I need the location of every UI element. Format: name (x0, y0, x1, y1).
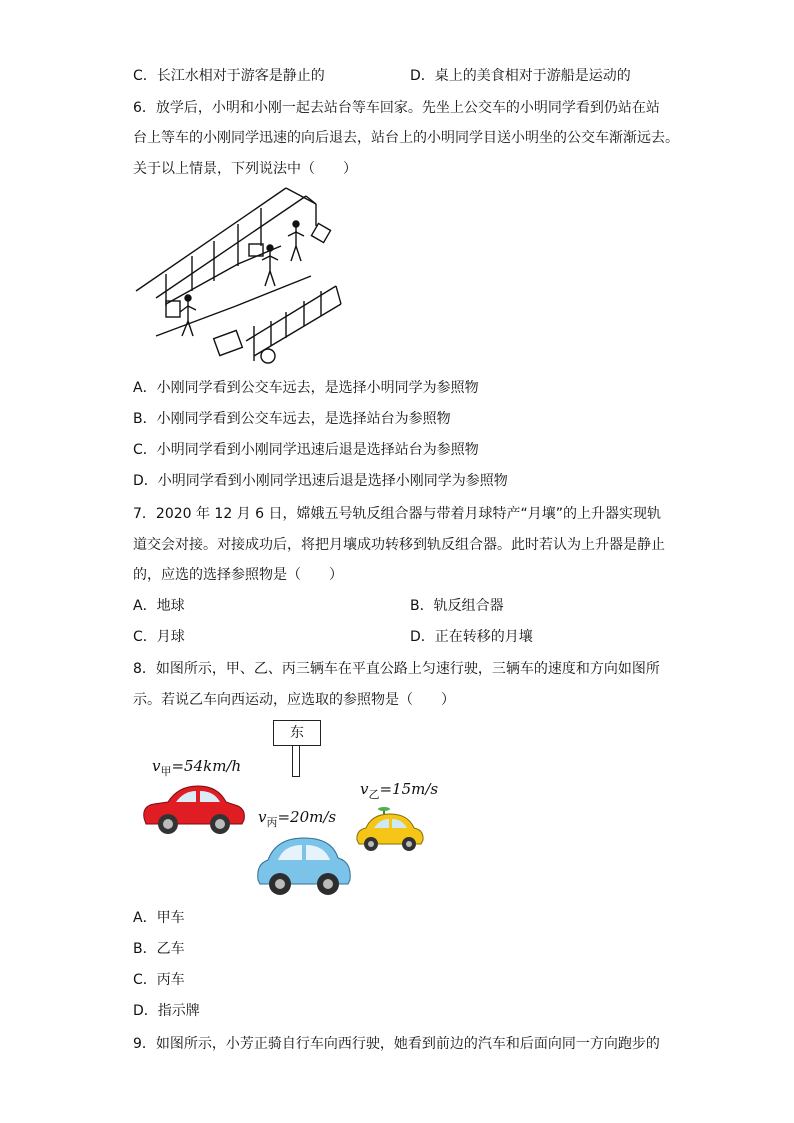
q8-stem-line2: 示。若说乙车向西运动，应选取的参照物是（ ） (133, 692, 455, 708)
q5-option-d: D．桌上的美食相对于游船是运动的 (410, 68, 631, 84)
v-yi-sub: 乙 (368, 788, 380, 801)
yellow-car-yi (354, 806, 426, 854)
direction-sign (273, 720, 321, 746)
v-bing-symbol: v (258, 808, 267, 826)
red-car-jia (140, 780, 246, 836)
v-bing-sub: 丙 (266, 816, 278, 829)
q8-option-d: D．指示牌 (133, 1003, 200, 1019)
q6-stem-line1: 6．放学后，小明和小刚一起去站台等车回家。先坐上公交车的小明同学看到仍站在站 (133, 100, 660, 116)
q7-stem-line3: 的，应选的选择参照物是（ ） (133, 567, 343, 583)
sign-post (292, 746, 300, 777)
q8-option-b: B．乙车 (133, 941, 185, 957)
q6-option-c: C．小明同学看到小刚同学迅速后退是选择站台为参照物 (133, 442, 479, 458)
v-bing-value: =20m/s (277, 808, 337, 826)
q7-stem-line2: 道交会对接。对接成功后，将把月壤成功转移到轨反组合器。此时若认为上升器是静止 (133, 537, 665, 553)
q9-stem-line1: 9．如图所示，小芳正骑自行车向西行驶，她看到前边的汽车和后面向同一方向跑步的 (133, 1036, 660, 1052)
blue-car-bing (252, 830, 356, 900)
v-jia-value: =54km/h (171, 757, 242, 775)
q6-option-a: A．小刚同学看到公交车远去，是选择小明同学为参照物 (133, 380, 479, 396)
v-jia-sub: 甲 (160, 765, 172, 778)
q7-option-d: D．正在转移的月壤 (410, 629, 533, 645)
velocity-jia-label (152, 757, 241, 779)
v-yi-value: =15m/s (379, 780, 439, 798)
q8-option-c: C．丙车 (133, 972, 185, 988)
q6-stem-line3: 关于以上情景，下列说法中（ ） (133, 161, 357, 177)
q6-option-d: D．小明同学看到小刚同学迅速后退是选择小刚同学为参照物 (133, 473, 508, 489)
q7-stem-line1: 7．2020 年 12 月 6 日，嫦娥五号轨反组合器与带着月球特产“月壤”的上升器实现轨 (133, 506, 662, 522)
bus-station-figure (136, 186, 346, 371)
v-yi-symbol: v (360, 780, 369, 798)
q5-option-c: C．长江水相对于游客是静止的 (133, 68, 325, 84)
q7-option-a: A．地球 (133, 598, 185, 614)
v-jia-symbol: v (152, 757, 161, 775)
q6-stem-line2: 台上等车的小刚同学迅速的向后退去，站台上的小明同学目送小明坐的公交车渐渐远去。 (133, 130, 679, 146)
direction-sign-label: 东 (290, 725, 304, 741)
q8-option-a: A．甲车 (133, 910, 185, 926)
q7-option-b: B．轨反组合器 (410, 598, 504, 614)
velocity-yi-label (360, 780, 438, 802)
q8-stem-line1: 8．如图所示，甲、乙、丙三辆车在平直公路上匀速行驶，三辆车的速度和方向如图所 (133, 661, 660, 677)
velocity-bing-label (258, 808, 336, 830)
q7-option-c: C．月球 (133, 629, 185, 645)
q6-option-b: B．小刚同学看到公交车远去，是选择站台为参照物 (133, 411, 451, 427)
